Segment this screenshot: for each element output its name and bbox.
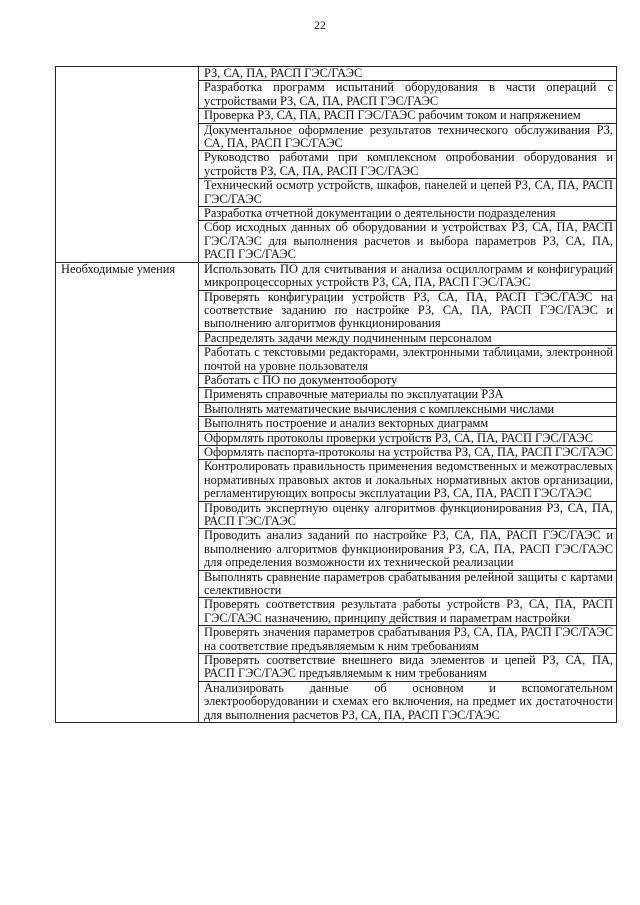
table-cell: Применять справочные материалы по эксплуатации РЗА xyxy=(199,388,617,402)
table-cell: Технический осмотр устройств, шкафов, панелей и цепей РЗ, СА, ПА, РАСП ГЭС/ГАЭС xyxy=(199,179,617,207)
table-row xyxy=(56,262,617,290)
table-cell: Руководство работами при комплексном опробовании оборудования и устройств РЗ, СА, ПА, РАСП ГЭС/ГАЭС xyxy=(199,151,617,179)
table-cell: Проводить экспертную оценку алгоритмов функционирования РЗ, СА, ПА, РАСП ГЭС/ГАЭС xyxy=(199,501,617,529)
table-cell: Проверять значения параметров срабатывания РЗ, СА, ПА, РАСП ГЭС/ГАЭС на соответствие предъявляемым к ним требованиям xyxy=(199,626,617,654)
requirements-table xyxy=(55,66,617,723)
table-cell: Выполнять математические вычисления с комплексными числами xyxy=(199,402,617,416)
table-cell: Работать с текстовыми редакторами, электронными таблицами, электронной почтой на уровне пользователя xyxy=(199,346,617,374)
table-cell: Оформлять паспорта-протоколы на устройства РЗ, СА, ПА, РАСП ГЭС/ГАЭС xyxy=(199,445,617,459)
table-cell: Работать с ПО по документообороту xyxy=(199,373,617,387)
table-cell: Оформлять протоколы проверки устройств РЗ, СА, ПА, РАСП ГЭС/ГАЭС xyxy=(199,431,617,445)
table-cell: Анализировать данные об основном и вспомогательном электрооборудовании и схемах его включения, на предмет их достаточности для выполнения расчетов РЗ, СА, ПА, РАСП ГЭС/ГАЭС xyxy=(199,681,617,722)
table-cell: Разработка отчетной документации о деятельности подразделения xyxy=(199,207,617,221)
table-cell: Контролировать правильность применения ведомственных и межотраслевых нормативных правовых актов и локальных нормативных актов организации, регламентирующих вопросы эксплуатации РЗ, СА, ПА, РАСП ГЭС/ГАЭС xyxy=(199,460,617,501)
table-row xyxy=(56,67,617,81)
table-cell: Проверка РЗ, СА, ПА, РАСП ГЭС/ГАЭС рабочим током и напряжением xyxy=(199,109,617,123)
table-cell: Выполнять построение и анализ векторных диаграмм xyxy=(199,417,617,431)
table-cell: Использовать ПО для считывания и анализа осциллограмм и конфигураций микропроцессорных устройств РЗ, СА, ПА, РАСП ГЭС/ГАЭС xyxy=(199,262,617,290)
section-label-cell xyxy=(56,262,199,722)
section-label-cell xyxy=(56,67,199,263)
section-label-skills: Необходимые умения xyxy=(61,261,176,276)
page-number: 22 xyxy=(314,18,326,32)
table-cell: Проверять соответствия результата работы устройств РЗ, СА, ПА, РАСП ГЭС/ГАЭС назначению, принципу действия и параметрам настройки xyxy=(199,598,617,626)
table-cell: РЗ, СА, ПА, РАСП ГЭС/ГАЭС xyxy=(199,67,617,81)
table-cell: Проверять соответствие внешнего вида элементов и цепей РЗ, СА, ПА, РАСП ГЭС/ГАЭС предъявляемым к ним требованиям xyxy=(199,654,617,682)
table-cell: Сбор исходных данных об оборудовании и устройствах РЗ, СА, ПА, РАСП ГЭС/ГАЭС для выполнения расчетов и выбора параметров РЗ, СА, ПА, РАСП ГЭС/ГАЭС xyxy=(199,221,617,262)
table-cell: Проверять конфигурации устройств РЗ, СА, ПА, РАСП ГЭС/ГАЭС на соответствие заданию по настройке РЗ, СА, ПА, РАСП ГЭС/ГАЭС и выполнению алгоритмов функционирования xyxy=(199,290,617,331)
table-cell: Документальное оформление результатов технического обслуживания РЗ, СА, ПА, РАСП ГЭС/ГАЭС xyxy=(199,123,617,151)
table-cell: Распределять задачи между подчиненным персоналом xyxy=(199,331,617,345)
table-cell: Разработка программ испытаний оборудования в части операций с устройствами РЗ, СА, ПА, РАСП ГЭС/ГАЭС xyxy=(199,81,617,109)
table-cell: Выполнять сравнение параметров срабатывания релейной защиты с картами селективности xyxy=(199,570,617,598)
table-cell: Проводить анализ заданий по настройке РЗ, СА, ПА, РАСП ГЭС/ГАЭС и выполнению алгоритмов функционирования РЗ, СА, ПА, РАСП ГЭС/ГАЭС для определения возможности их технической реализации xyxy=(199,529,617,570)
